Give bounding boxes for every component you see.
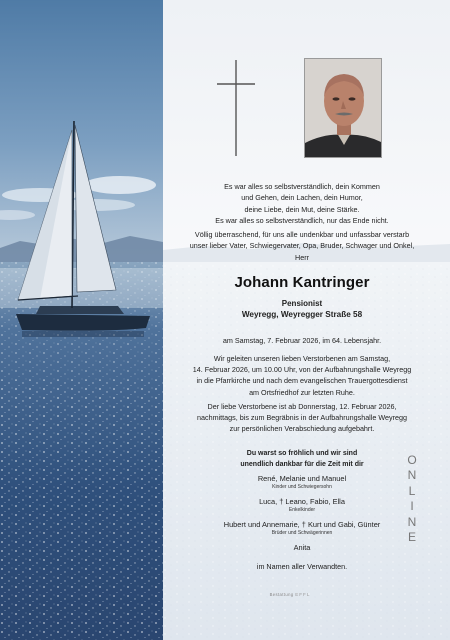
funeral-line: 14. Februar 2026, um 10.00 Uhr, von der Aufbahrungshalle Weyregg (192, 365, 412, 375)
mourner-names: Luca, † Leano, Fabio, Ella (259, 497, 345, 506)
undertaker-logo (260, 592, 320, 597)
viewing-line: Der liebe Verstorbene ist ab Donnerstag, 12. Februar 2026, (207, 402, 397, 411)
mourner-names: Hubert und Annemarie, † Kurt und Gabi, Günter (223, 520, 381, 529)
intro-line: Herr (295, 252, 309, 262)
intro-line: unser lieber Vater, Schwiegervater, Opa, Bruder, Schwager und Onkel, (189, 241, 415, 251)
thanks-verse (172, 448, 432, 470)
thanks-line: Du warst so fröhlich und wir sind (246, 450, 358, 457)
funeral-line: Wir geleiten unseren lieben Verstorbenen am Samstag, (213, 354, 391, 363)
online-letter: L (408, 483, 416, 498)
death-announcement-intro (172, 229, 432, 263)
thanks-line: unendlich dankbar für die Zeit mit dir (240, 461, 364, 469)
intro-line: Völlig überraschend, für uns alle undenkbar und unfassbar verstarb (194, 230, 410, 239)
poem (172, 181, 432, 226)
funeral-line: am Ortsfriedhof zur letzten Ruhe. (249, 387, 355, 397)
deceased-address: Weyregg, Weyregger Straße 58 (241, 310, 363, 319)
poem-line: und Gehen, dein Lachen, dein Humor, (241, 193, 363, 203)
online-letter: N (407, 468, 417, 483)
online-letter: O (407, 453, 417, 467)
mourner-relation: Brüder und Schwägerinnen (271, 529, 333, 536)
poem-line: Es war alles so selbstverständlich, nur das Ende nicht. (215, 215, 389, 225)
viewing-line: nachmittags, bis zum Begräbnis in der Aufbahrungshalle Weyregg (196, 413, 408, 423)
deceased-profession: Pensionist (281, 299, 323, 308)
online-vertical-label (405, 453, 419, 545)
mourner-names: Anita (293, 543, 311, 552)
portrait-photo (304, 58, 382, 158)
closing-line: im Namen aller Verwandten. (256, 562, 348, 571)
online-letter: I (410, 499, 414, 514)
mourner-names: René, Melanie und Manuel (257, 474, 347, 483)
poem-line: deine Liebe, dein Mut, deine Stärke. (244, 204, 360, 214)
viewing-details (172, 401, 432, 435)
online-letter: N (407, 514, 417, 529)
sailboat-photo (0, 0, 163, 640)
cross-icon (215, 58, 257, 158)
death-date: am Samstag, 7. Februar 2026, im 64. Lebensjahr. (222, 336, 382, 345)
deceased-name: Johann Kantringer (234, 274, 370, 291)
mourners-list (172, 474, 432, 553)
undertaker-label: Bestattung (269, 592, 294, 597)
undertaker-brand: EFFL (295, 592, 311, 597)
mourner-relation: Enkelkinder (288, 506, 316, 513)
funeral-details (172, 353, 432, 398)
viewing-line: zur persönlichen Verabschiedung aufgebahrt. (229, 424, 375, 434)
mourner-relation: Kinder und Schwiegersohn (272, 483, 332, 490)
online-letter: E (407, 530, 416, 545)
poem-line: Es war alles so selbstverständlich, dein Kommen (224, 182, 380, 191)
funeral-line: in die Pfarrkirche und nach dem evangelischen Trauergottesdienst (196, 376, 408, 386)
